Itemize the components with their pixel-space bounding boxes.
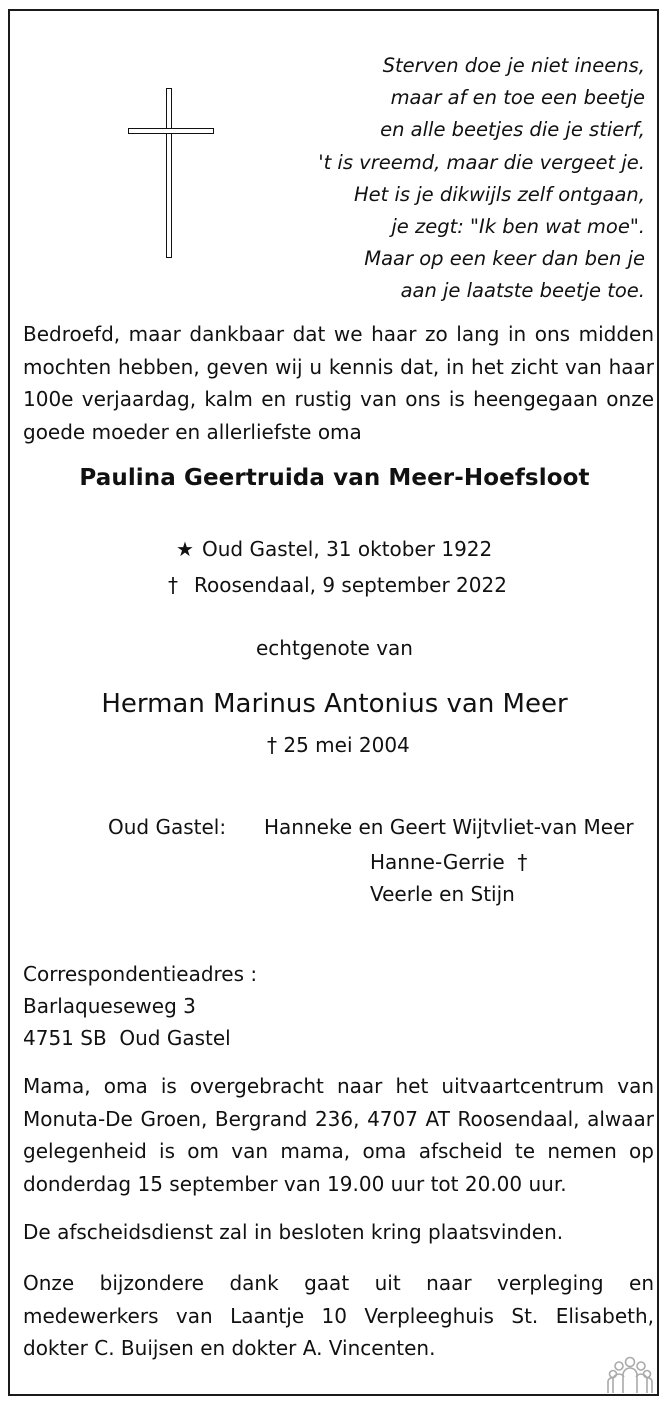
family-place: Oud Gastel: bbox=[108, 815, 227, 839]
people-group-icon bbox=[607, 1355, 653, 1395]
service-paragraph: De afscheidsdienst zal in besloten kring plaatsvinden. bbox=[23, 1220, 564, 1244]
family-children: Hanneke en Geert Wijtvliet-van Meer bbox=[264, 815, 634, 839]
thanks-paragraph: Onze bijzondere dank gaat uit naar verpleging en medewerkers van Laantje 10 Verpleeghuis St. Elisabeth, dokter C. Buijsen en dokter A. Vincenten. bbox=[23, 1271, 654, 1360]
birth-line bbox=[176, 537, 492, 561]
death-line bbox=[168, 573, 507, 597]
death-date: Roosendaal, 9 september 2022 bbox=[194, 573, 507, 597]
poem-line: aan je laatste beetje toe. bbox=[400, 279, 645, 303]
address-heading: Correspondentieadres : bbox=[23, 962, 258, 986]
spouse-death-date: † 25 mei 2004 bbox=[267, 733, 410, 757]
family-grandchild: Hanne-Gerrie † bbox=[370, 850, 528, 874]
cross-icon bbox=[128, 88, 214, 258]
deceased-name: Paulina Geertruida van Meer-Hoefsloot bbox=[79, 465, 590, 491]
farewell-paragraph: Mama, oma is overgebracht naar het uitvaartcentrum van Monuta-De Groen, Bergrand 236, 4707 AT Roosendaal, alwaar gelegenheid is om van mama, oma afscheid te nemen op donderdag 15 september van 19.00 uur tot 20.00 uur. bbox=[23, 1074, 654, 1196]
poem-line: 't is vreemd, maar die vergeet je. bbox=[318, 150, 645, 174]
dagger-icon: † bbox=[168, 573, 178, 597]
poem-line: en alle beetjes die je stierf, bbox=[380, 118, 645, 142]
poem-line: Sterven doe je niet ineens, bbox=[382, 54, 645, 77]
address-street: Barlaqueseweg 3 bbox=[23, 994, 196, 1018]
spouse-name: Herman Marinus Antonius van Meer bbox=[101, 689, 568, 719]
birth-date: Oud Gastel, 31 oktober 1922 bbox=[202, 537, 493, 561]
poem-line: je zegt: "Ik ben wat moe". bbox=[391, 215, 645, 239]
poem bbox=[318, 50, 645, 308]
family-grandchild: Veerle en Stijn bbox=[370, 882, 515, 906]
spouse-label: echtgenote van bbox=[255, 636, 413, 660]
star-icon: ★ bbox=[176, 537, 194, 561]
address-city: 4751 SB Oud Gastel bbox=[23, 1026, 231, 1050]
intro-paragraph: Bedroefd, maar dankbaar dat we haar zo lang in ons midden mochten hebben, geven wij u kennis dat, in het zicht van haar 100e verjaardag, kalm en rustig van ons is heengegaan onze goede moeder en allerliefste oma bbox=[23, 322, 654, 444]
poem-line: Het is je dikwijls zelf ontgaan, bbox=[353, 182, 645, 206]
poem-line: maar af en toe een beetje bbox=[390, 86, 645, 110]
poem-line: Maar op een keer dan ben je bbox=[364, 247, 645, 271]
